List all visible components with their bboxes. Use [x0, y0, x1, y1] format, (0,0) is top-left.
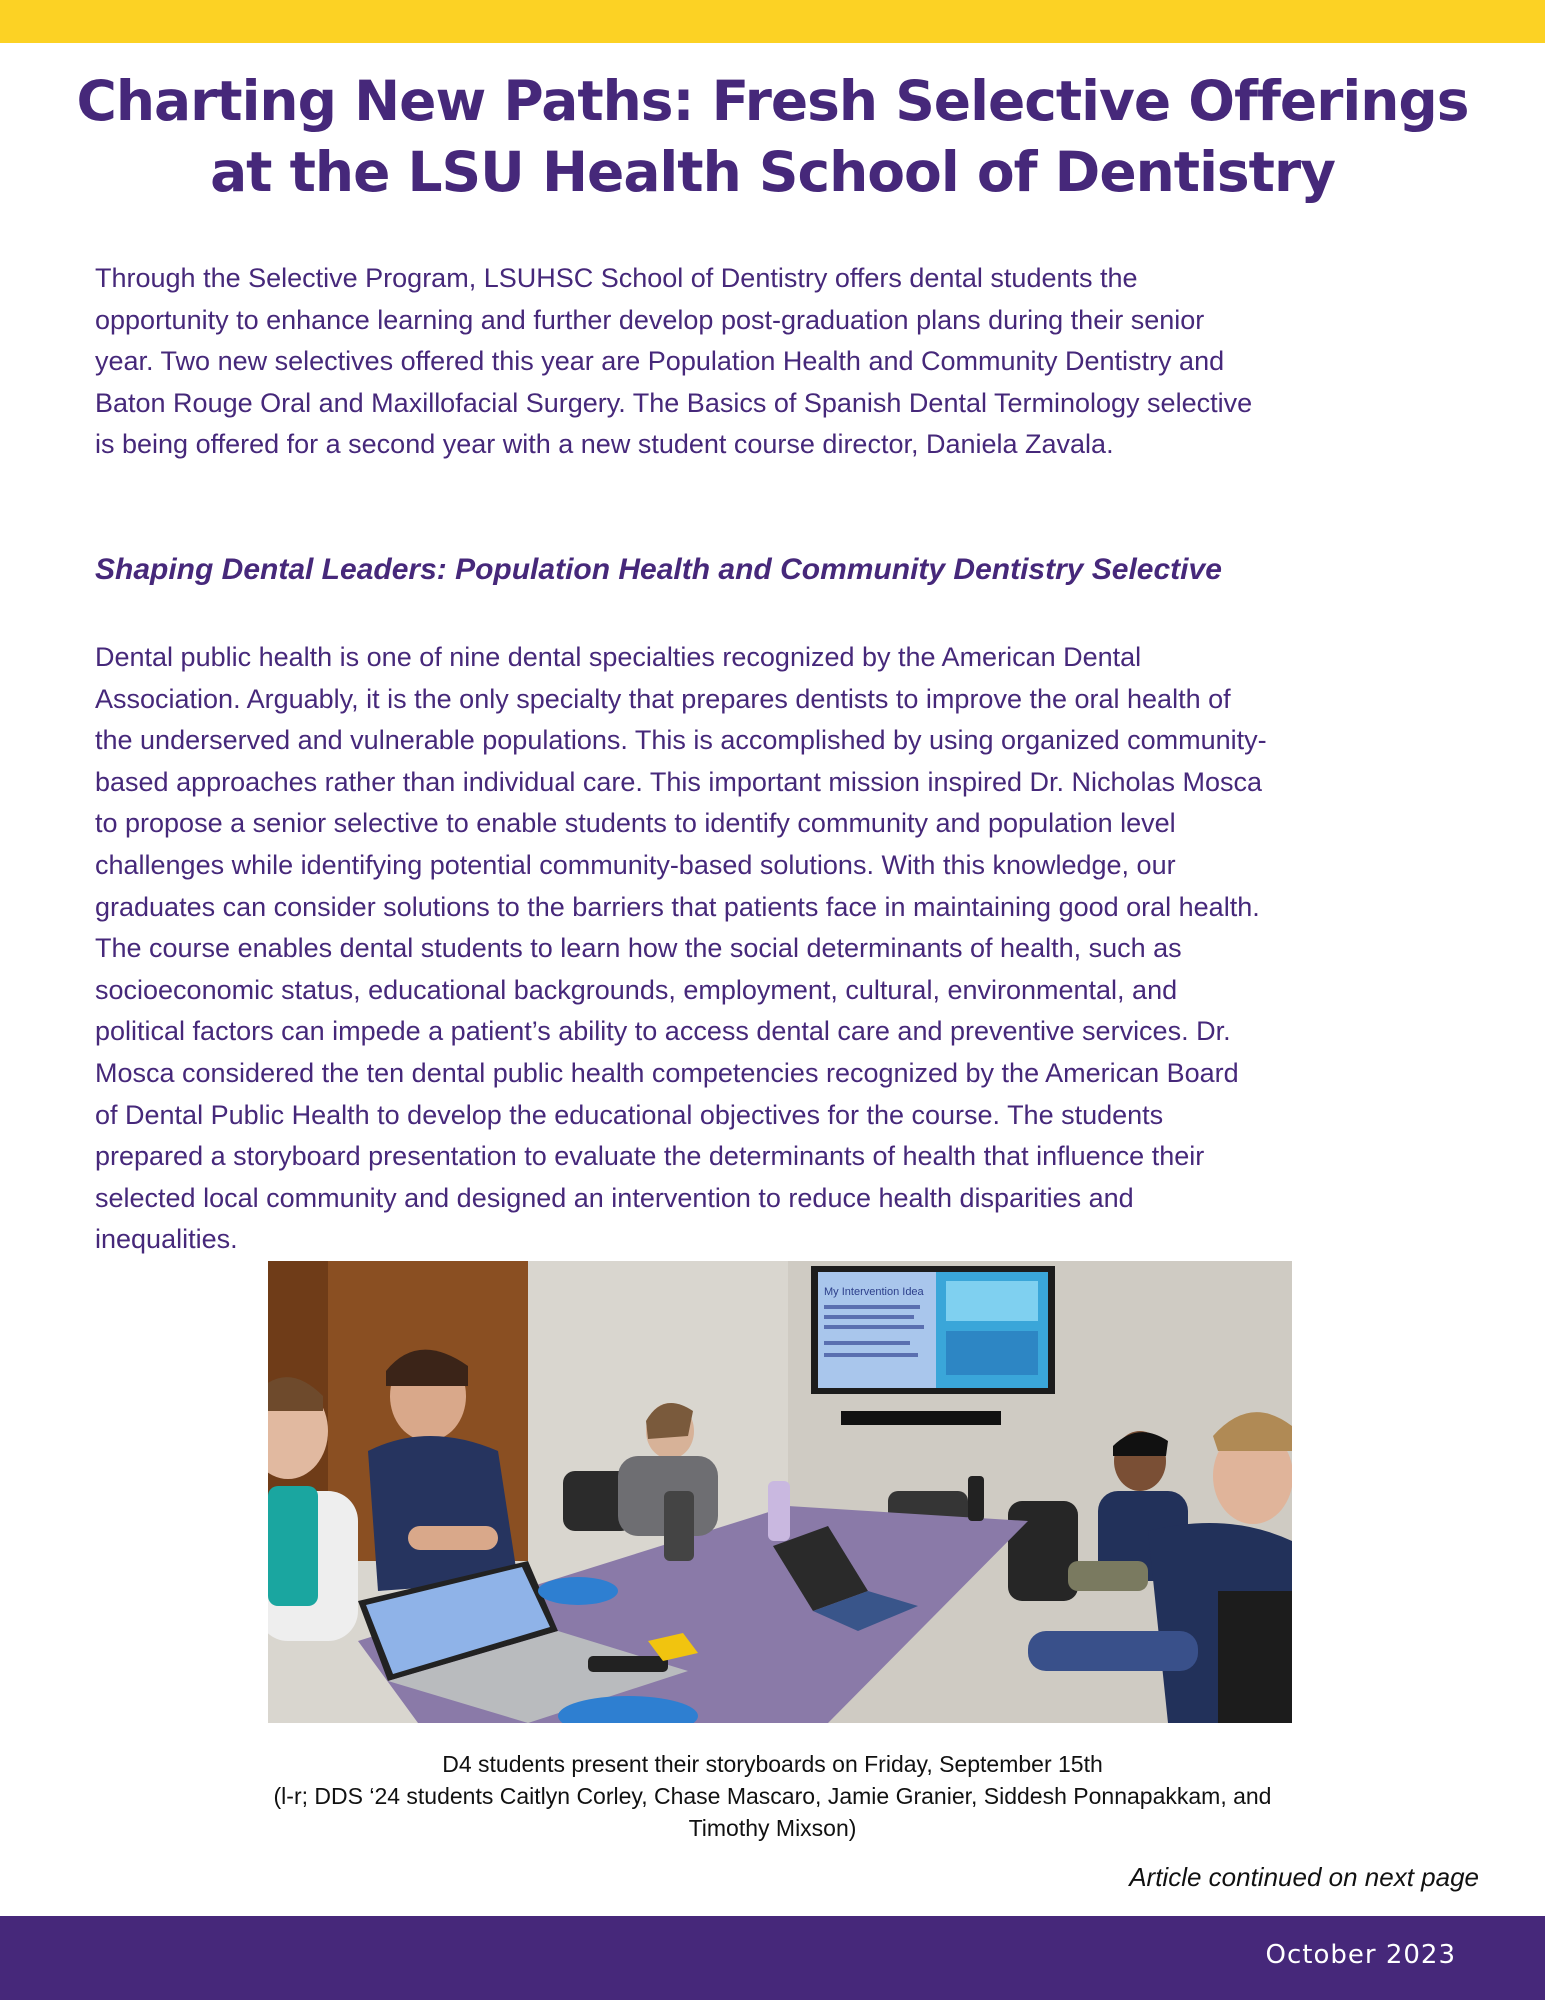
body-line: Association. Arguably, it is the only specialty that prepares dentists to improve the oral health of — [95, 683, 1231, 714]
body-line: The course enables dental students to learn how the social determinants of health, such as — [95, 933, 1182, 964]
intro-line: Baton Rouge Oral and Maxillofacial Surgery. The Basics of Spanish Dental Terminology selective — [95, 387, 1253, 418]
body-line: based approaches rather than individual care. This important mission inspired Dr. Nicholas Mosca — [95, 766, 1263, 797]
tv-screen — [811, 1266, 1055, 1394]
body-paragraph — [95, 637, 1495, 1261]
section-subheading: Shaping Dental Leaders: Population Health and Community Dentistry Selective — [95, 553, 1222, 586]
intro-paragraph — [95, 258, 1475, 466]
body-line: of Dental Public Health to develop the educational objectives for the course. The students — [95, 1099, 1164, 1130]
body-line: the underserved and vulnerable populations. This is accomplished by using organized community- — [95, 725, 1267, 756]
intro-line: opportunity to enhance learning and further develop post-graduation plans during their senior — [95, 304, 1205, 335]
body-line: prepared a storyboard presentation to evaluate the determinants of health that influence their — [95, 1141, 1205, 1172]
intro-line: Through the Selective Program, LSUHSC School of Dentistry offers dental students the — [95, 263, 1138, 293]
top-accent-bar — [0, 0, 1545, 43]
classroom-photo — [268, 1261, 1292, 1723]
title-line: at the LSU Health School of Dentistry — [210, 140, 1335, 204]
footer-date: October 2023 — [1265, 1940, 1456, 1970]
caption-line: Timothy Mixson) — [688, 1815, 857, 1841]
photo-caption — [100, 1748, 1445, 1844]
body-line: political factors can impede a patient’s ability to access dental care and preventive services. Dr. — [95, 1016, 1231, 1047]
body-line: Mosca considered the ten dental public health competencies recognized by the American Board — [95, 1057, 1239, 1088]
caption-line: (l-r; DDS ‘24 students Caitlyn Corley, Chase Mascaro, Jamie Granier, Siddesh Ponnapakkam, and — [273, 1783, 1272, 1809]
body-line: selected local community and designed an intervention to reduce health disparities and — [95, 1182, 1134, 1213]
body-line: inequalities. — [95, 1224, 238, 1255]
body-line: Dental public health is one of nine dental specialties recognized by the American Dental — [95, 642, 1142, 672]
body-line: socioeconomic status, educational backgrounds, employment, cultural, environmental, and — [95, 974, 1178, 1005]
body-line: graduates can consider solutions to the barriers that patients face in maintaining good oral health. — [95, 891, 1260, 922]
intro-line: is being offered for a second year with a new student course director, Daniela Zavala. — [95, 429, 1114, 460]
tv-screen-heading: My Intervention Idea — [824, 1286, 924, 1298]
article-title — [60, 66, 1485, 208]
continued-note: Article continued on next page — [1129, 1862, 1479, 1892]
body-line: challenges while identifying potential community-based solutions. With this knowledge, our — [95, 849, 1176, 880]
caption-line: D4 students present their storyboards on Friday, September 15th — [442, 1751, 1103, 1777]
intro-line: year. Two new selectives offered this year are Population Health and Community Dentistry and — [95, 346, 1225, 377]
footer-bar — [0, 1916, 1545, 2000]
title-line: Charting New Paths: Fresh Selective Offerings — [76, 69, 1469, 133]
body-line: to propose a senior selective to enable students to identify community and population level — [95, 808, 1176, 839]
